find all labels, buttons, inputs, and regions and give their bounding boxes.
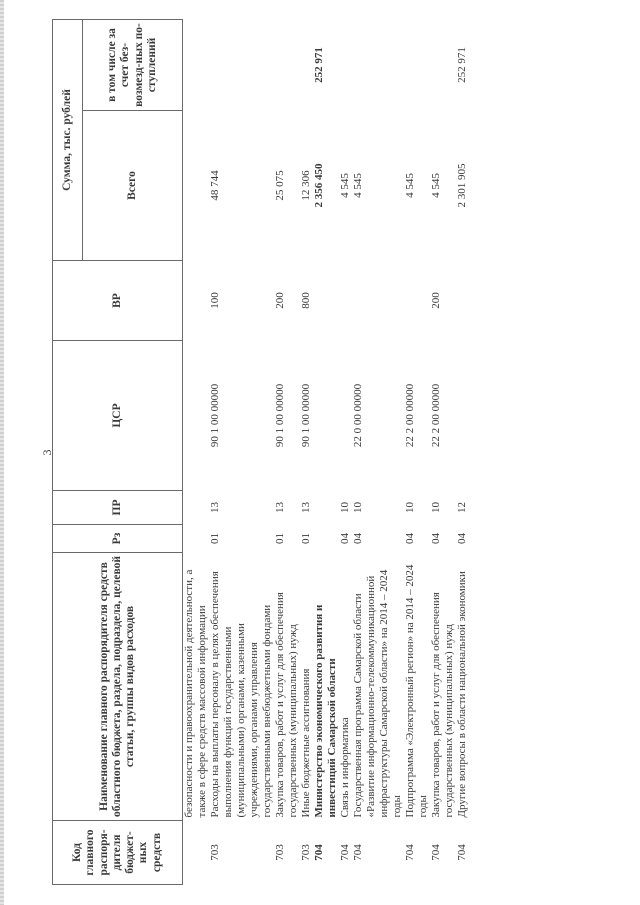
row-rz: [313, 525, 339, 553]
row-code: 704: [404, 844, 416, 861]
row-incl: 252 971: [313, 47, 325, 83]
row-name: Расходы на выплаты персоналу в целях обеспечения выполнения функций государственными (муниципальными) органами, казенными учреждениями, органами управления государственными внебюджетными фондами: [209, 571, 273, 818]
table-row: [209, 20, 274, 885]
row-pr: [313, 491, 339, 525]
row-code: 703: [209, 844, 221, 861]
row-rz: 01: [300, 533, 312, 544]
row-code: 704: [456, 844, 468, 861]
row-csr: [183, 341, 210, 491]
row-name: безопасности и правоохранительной деятельности, а также в сфере средств массовой информации: [183, 569, 208, 818]
row-name: Министерство экономического развития и инвестиций Самарской области: [313, 604, 338, 818]
row-incl: [404, 20, 430, 111]
row-pr: 10: [352, 502, 364, 513]
row-code: 704: [352, 844, 364, 861]
row-vr: [456, 261, 469, 341]
row-rz: 04: [404, 533, 416, 544]
row-code: 704: [430, 844, 442, 861]
page-number: 3: [40, 449, 54, 456]
row-total: 2 301 905: [456, 163, 468, 208]
row-code: [183, 821, 210, 885]
row-rz: 01: [209, 533, 221, 544]
row-pr: 13: [209, 502, 221, 513]
row-incl: [274, 20, 300, 111]
row-total: 4 545: [430, 173, 442, 198]
row-total: 12 306: [300, 170, 312, 201]
row-csr: 90 1 00 00000: [274, 383, 286, 448]
header-incl: в том числе за счет без-возмезд-ных по-ступлений: [83, 20, 183, 111]
table-body: [183, 20, 470, 885]
row-csr: [339, 341, 352, 491]
table-row: [274, 20, 300, 885]
row-total: [183, 111, 210, 261]
rotated-page: [20, 20, 620, 885]
table-row: [430, 20, 456, 885]
header-code: Код главного распоря-дителя бюджет-ных средств: [53, 821, 183, 885]
row-total: 4 545: [352, 173, 364, 198]
row-incl: [430, 20, 456, 111]
row-total: 25 075: [274, 170, 286, 201]
row-vr: 200: [430, 292, 442, 309]
row-pr: 12: [456, 502, 468, 513]
row-incl: [209, 20, 274, 111]
row-name: Подпрограмма «Электронный регион» на 2014 – 2024 годы: [404, 564, 429, 818]
row-rz: 01: [274, 533, 286, 544]
row-name: Иные бюджетные ассигнования: [300, 668, 312, 818]
table-row: [183, 20, 210, 885]
header-name: Наименование главного распорядителя средств областного бюджета, раздела, подраздела, целевой статьи, группы видов расходов: [53, 553, 183, 821]
row-vr: [352, 261, 404, 341]
row-incl: [339, 20, 352, 111]
row-name: Закупка товаров, работ и услуг для обеспечения государственных (муниципальных) нужд: [274, 592, 299, 818]
table-row: [313, 20, 339, 885]
header-total: Всего: [83, 111, 183, 261]
row-csr: 22 2 00 00000: [430, 383, 442, 448]
row-vr: [313, 261, 339, 341]
table-row: [300, 20, 313, 885]
row-csr: 22 0 00 00000: [352, 383, 364, 448]
budget-table: [52, 19, 469, 885]
row-incl: [300, 20, 313, 111]
row-total: 4 545: [404, 173, 416, 198]
row-incl: [352, 20, 404, 111]
table-row: [339, 20, 352, 885]
row-pr: 10: [430, 502, 442, 513]
header-rz: Рз: [53, 525, 183, 553]
row-pr: 13: [274, 502, 286, 513]
scan-edge: [0, 0, 4, 905]
row-csr: [313, 341, 339, 491]
row-csr: 22 2 00 00000: [404, 383, 416, 448]
row-code: 703: [274, 844, 286, 861]
row-csr: 90 1 00 00000: [209, 383, 221, 448]
row-vr: 200: [274, 292, 286, 309]
row-rz: [183, 525, 210, 553]
header-csr: ЦСР: [53, 341, 183, 491]
row-rz: 04: [456, 533, 468, 544]
row-pr: [183, 491, 210, 525]
row-total: 2 356 450: [313, 163, 325, 208]
table-row: [404, 20, 430, 885]
table-row: [456, 20, 469, 885]
header-pr: ПР: [53, 491, 183, 525]
row-code: 704: [313, 844, 325, 861]
row-name: Государственная программа Самарской области «Развитие информационно-телекоммуникационной инфраструктуры Самарской области» на 2014 – 2024 годы: [352, 569, 403, 818]
row-vr: 100: [209, 292, 221, 309]
header-vr: ВР: [53, 261, 183, 341]
row-vr: [183, 261, 210, 341]
row-pr: 10: [404, 502, 416, 513]
row-code: 704: [339, 844, 351, 861]
row-pr: 10: [339, 502, 351, 513]
row-code: 703: [300, 844, 312, 861]
table-row: [352, 20, 404, 885]
row-csr: 90 1 00 00000: [300, 383, 312, 448]
row-incl: [183, 20, 210, 111]
row-total: 4 545: [339, 173, 351, 198]
row-vr: [404, 261, 430, 341]
row-name: Связь и информатика: [339, 717, 351, 818]
row-vr: [339, 261, 352, 341]
row-incl: 252 971: [456, 47, 468, 83]
row-csr: [456, 341, 469, 491]
row-name: Другие вопросы в области национальной экономики: [456, 571, 468, 818]
row-rz: 04: [430, 533, 442, 544]
row-vr: 800: [300, 292, 312, 309]
row-pr: 13: [300, 502, 312, 513]
row-rz: 04: [339, 533, 351, 544]
header-sum-group: Сумма, тыс. рублей: [53, 20, 83, 261]
row-name: Закупка товаров, работ и услуг для обеспечения государственных (муниципальных) нужд: [430, 592, 455, 818]
row-total: 48 744: [209, 170, 221, 201]
row-rz: 04: [352, 533, 364, 544]
